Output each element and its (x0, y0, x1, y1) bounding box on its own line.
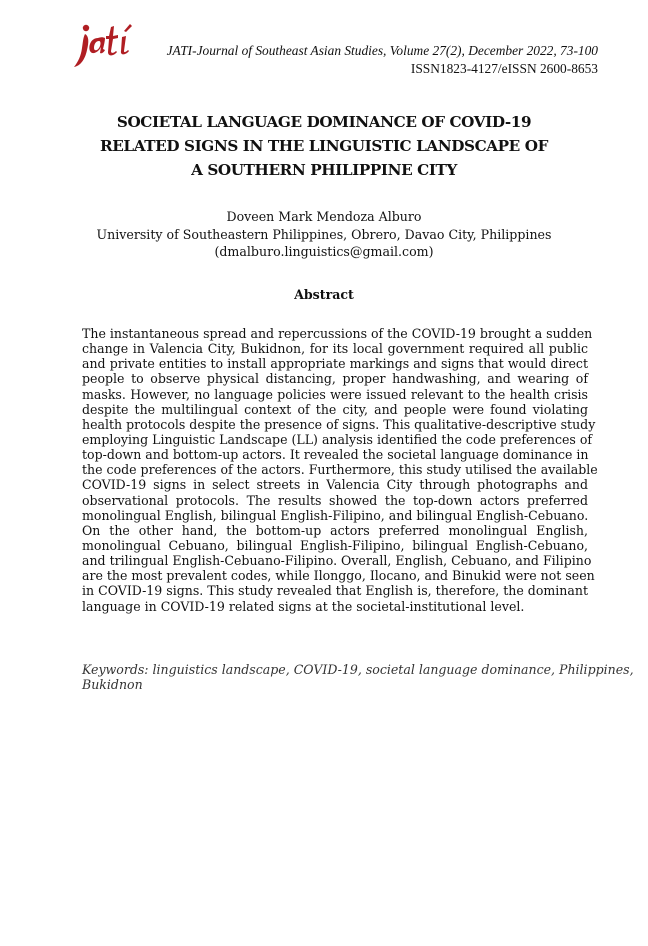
author-block (60, 208, 588, 261)
abstract-line: monolingual Cebuano, bilingual English-Filipino, bilingual English-Cebuano, (82, 537, 588, 553)
title-line: A SOUTHERN PHILIPPINE CITY (191, 161, 457, 179)
paper-title (60, 110, 588, 182)
title-line: SOCIETAL LANGUAGE DOMINANCE OF COVID-19 (116, 113, 532, 131)
keywords-line: Bukidnon (82, 677, 143, 692)
abstract-line: in COVID-19 signs. This study revealed that English is, therefore, the dominant (82, 583, 588, 599)
abstract-line: and private entities to install appropriate markings and signs that would direct (82, 356, 588, 372)
keywords (82, 662, 634, 692)
abstract-line: change in Valencia City, Bukidnon, for its local government required all public (82, 341, 588, 357)
abstract-line: The instantaneous spread and repercussions of the COVID-19 brought a sudden (82, 326, 593, 341)
journal-citation: JATI-Journal of Southeast Asian Studies, Volume 27(2), December 2022, 73-100 (166, 43, 598, 58)
abstract-line: health protocols despite the presence of signs. This qualitative-descriptive study (82, 416, 596, 432)
title-line: RELATED SIGNS IN THE LINGUISTIC LANDSCAPE OF (100, 137, 548, 155)
abstract-line: masks. However, no language policies were issued relevant to the health crisis (82, 386, 588, 402)
abstract-line: language in COVID-19 related signs at the societal-institutional level. (82, 598, 525, 614)
jati-logo (72, 14, 142, 72)
author-affiliation: University of Southeastern Philippines, Obrero, Davao City, Philippines (96, 226, 552, 242)
issn-line: ISSN1823-4127/eISSN 2600-8653 (410, 61, 598, 76)
abstract-line: employing Linguistic Landscape (LL) analysis identified the code preferences of (82, 431, 593, 447)
abstract-body (82, 326, 598, 614)
abstract-line: observational protocols. The results showed the top-down actors preferred (82, 492, 588, 508)
keywords-line: Keywords: linguistics landscape, COVID-19, societal language dominance, Philippines, (82, 662, 634, 677)
author-email: (dmalburo.linguistics@gmail.com) (214, 244, 434, 259)
abstract-heading: Abstract (294, 287, 354, 302)
abstract-line: despite the multilingual context of the city, and people were found violating (82, 401, 588, 417)
abstract-line: are the most prevalent codes, while Ilonggo, Ilocano, and Binukid were not seen (82, 568, 595, 584)
author-name: Doveen Mark Mendoza Alburo (226, 209, 422, 224)
abstract-line: On the other hand, the bottom-up actors preferred monolingual English, (82, 522, 588, 538)
abstract-line: the code preferences of the actors. Furthermore, this study utilised the available (82, 462, 598, 478)
abstract-line: COVID-19 signs in select streets in Valencia City through photographs and (82, 477, 588, 493)
abstract-line: top-down and bottom-up actors. It revealed the societal language dominance in (82, 447, 589, 463)
abstract-line: monolingual English, bilingual English-Filipino, and bilingual English-Cebuano. (82, 507, 589, 523)
abstract-line: and trilingual English-Cebuano-Filipino. Overall, English, Cebuano, and Filipino (82, 553, 592, 569)
abstract-line: people to observe physical distancing, proper handwashing, and wearing of (82, 371, 588, 387)
